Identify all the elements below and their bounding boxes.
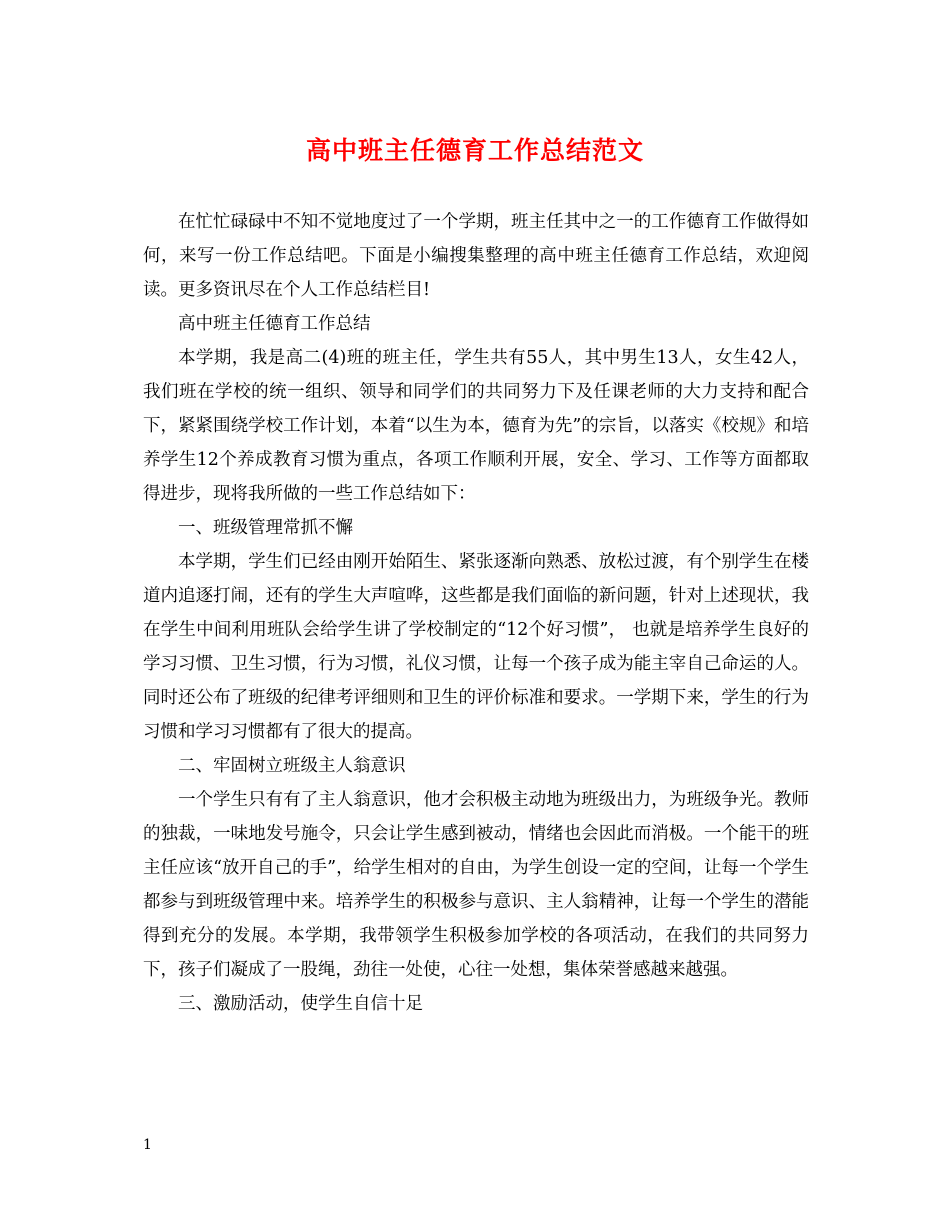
- document-body: [143, 205, 809, 1021]
- intro-paragraph: 在忙忙碌碌中不知不觉地度过了一个学期，班主任其中之一的工作德育工作做得如何，来写一份工作总结吧。下面是小编搜集整理的高中班主任德育工作总结，欢迎阅读。更多资讯尽在个人工作总结栏目!: [143, 212, 809, 300]
- section-heading-3: 三、激励活动，使学生自信十足: [178, 994, 423, 1014]
- section-heading-1: 一、班级管理常抓不懈: [178, 518, 353, 538]
- section-2-paragraph: 一个学生只有有了主人翁意识，他才会积极主动地为班级出力，为班级争光。教师的独裁，一味地发号施令，只会让学生感到被动，情绪也会因此而消极。一个能干的班主任应该“放开自己的手”，给学生相对的自由，为学生创设一定的空间，让每一个学生都参与到班级管理中来。培养学生的积极参与意识、主人翁精神，让每一个学生的潜能得到充分的发展。本学期，我带领学生积极参加学校的各项活动，在我们的共同努力下，孩子们凝成了一股绳，劲往一处使，心往一处想，集体荣誉感越来越强。: [143, 790, 809, 980]
- page-title: 高中班主任德育工作总结范文: [305, 136, 644, 165]
- section-1-paragraph: 本学期，学生们已经由刚开始陌生、紧张逐渐向熟悉、放松过渡，有个别学生在楼道内追逐打闹，还有的学生大声喧哗，这些都是我们面临的新问题，针对上述现状，我在学生中间利用班队会给学生讲了学校制定的“12个好习惯”， 也就是培养学生良好的学习习惯、卫生习惯，行为习惯，礼仪习惯，让每一个孩子成为能主宰自己命运的人。同时还公布了班级的纪律考评细则和卫生的评价标准和要求。一学期下来，学生的行为习惯和学习习惯都有了很大的提高。: [143, 552, 809, 742]
- section-heading-2: 二、牢固树立班级主人翁意识: [178, 756, 406, 776]
- section-heading-summary: 高中班主任德育工作总结: [178, 314, 371, 334]
- overview-paragraph: 本学期，我是高二(4)班的班主任，学生共有55人，其中男生13人，女生42人，我们班在学校的统一组织、领导和同学们的共同努力下及任课老师的大力支持和配合下，紧紧围绕学校工作计划，本着“以生为本，德育为先”的宗旨，以落实《校规》和培养学生12个养成教育习惯为重点，各项工作顺利开展，安全、学习、工作等方面都取得进步，现将我所做的一些工作总结如下：: [143, 348, 809, 504]
- page-number: 1: [143, 1137, 152, 1153]
